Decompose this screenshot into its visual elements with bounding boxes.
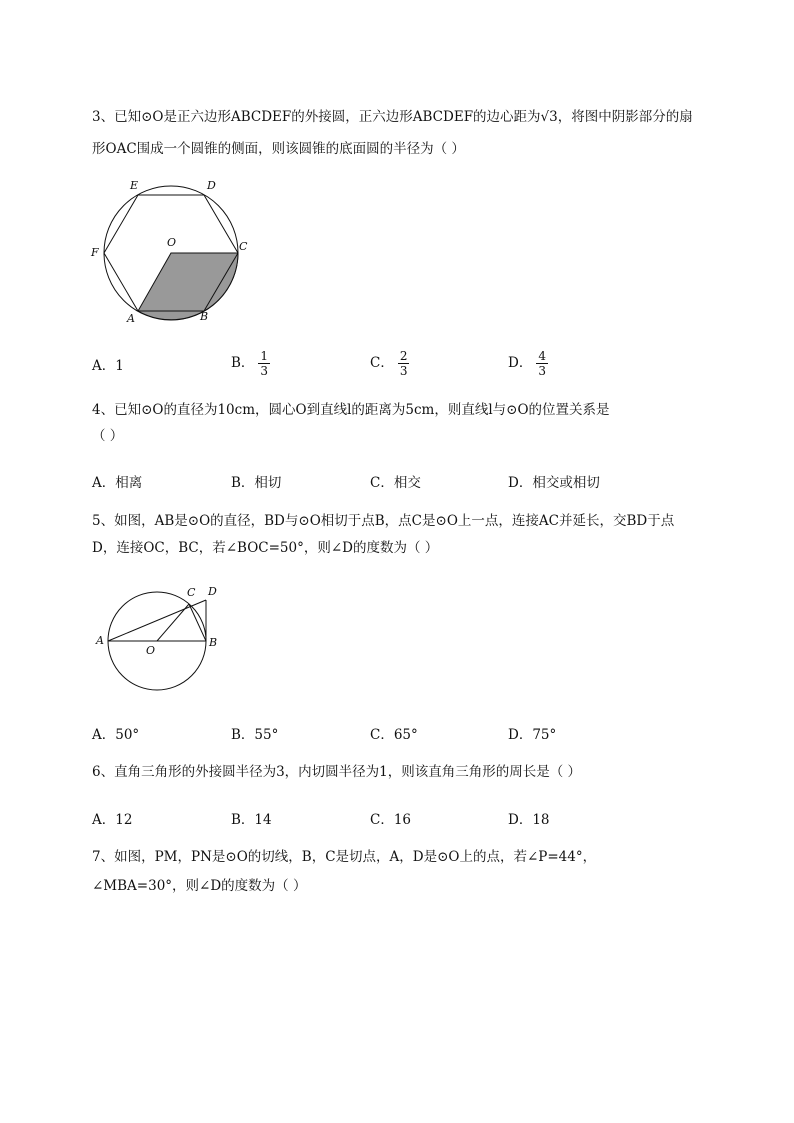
q4-option-d[interactable]: D．相交或相切 (508, 475, 600, 491)
segment-bc (189, 604, 206, 641)
label-B: B (209, 636, 218, 649)
q7-stem-line1: 7、如图，PM，PN是⊙O的切线，B，C是切点，A，D是⊙O上的点，若∠P=44°， (92, 849, 597, 865)
question-5 (92, 508, 732, 562)
q4-option-b[interactable]: B．相切 (231, 475, 282, 491)
label-D: D (208, 585, 217, 598)
question-7 (92, 843, 732, 901)
q5-option-a[interactable]: A．50° (92, 727, 140, 743)
fraction: $\frac{2}{3}$ (399, 349, 408, 378)
label-F: F (91, 246, 99, 259)
q3-option-d[interactable] (508, 349, 548, 378)
q5-stem-line2: D，连接OC，BC，若∠BOC=50°，则∠D的度数为（ ） (92, 540, 439, 556)
q6-option-c[interactable]: C．16 (370, 812, 412, 828)
q3-option-c[interactable] (370, 349, 409, 378)
label-C: C (239, 240, 248, 253)
q3-option-c-label: C． (370, 355, 394, 371)
q6-options (92, 808, 692, 836)
q3-stem-line2: 形OAC围成一个圆锥的侧面，则该圆锥的底面圆的半径为（ ） (92, 141, 465, 157)
q4-options (92, 471, 692, 499)
q4-stem-line1: 4、已知⊙O的直径为10cm，圆心O到直线l的距离为5cm，则直线l与⊙O的位置关系是 (92, 402, 610, 418)
q7-stem-line2: ∠MBA=30°，则∠D的度数为（ ） (92, 878, 307, 894)
q5-options (92, 723, 692, 751)
segment-oc (157, 604, 189, 641)
q3-option-b[interactable] (231, 349, 270, 378)
fraction: $\frac{1}{3}$ (260, 349, 269, 378)
question-3 (92, 101, 732, 165)
q3-option-d-label: D． (508, 355, 533, 371)
q3-hexagon-figure (88, 176, 258, 326)
label-B: B (200, 310, 209, 323)
shaded-sector (138, 253, 238, 320)
q3-option-a[interactable]: A．1 (92, 358, 124, 374)
q3-option-b-label: B． (231, 355, 255, 371)
label-A: A (96, 634, 104, 647)
label-D: D (207, 179, 216, 192)
label-O: O (167, 236, 177, 249)
question-4 (92, 397, 732, 449)
q4-option-a[interactable]: A．相离 (92, 475, 143, 491)
question-6 (92, 758, 732, 786)
q5-option-d[interactable]: D．75° (508, 727, 557, 743)
label-C: C (187, 586, 196, 599)
q5-option-b[interactable]: B．55° (231, 727, 279, 743)
q6-stem-line1: 6、直角三角形的外接圆半径为3，内切圆半径为1，则该直角三角形的周长是（ ） (92, 764, 582, 780)
q3-options (92, 349, 692, 377)
q4-option-c[interactable]: C．相交 (370, 475, 421, 491)
q5-option-c[interactable]: C．65° (370, 727, 418, 743)
q6-option-b[interactable]: B．14 (231, 812, 272, 828)
q3-stem-line1: 3、已知⊙O是正六边形ABCDEF的外接圆，正六边形ABCDEF的边心距为√3，将图中阴影部分的扇 (92, 109, 693, 125)
q5-stem-line1: 5、如图，AB是⊙O的直径，BD与⊙O相切于点B，点C是⊙O上一点，连接AC并延长，交BD于点 (92, 513, 675, 529)
fraction: $\frac{4}{3}$ (538, 349, 546, 378)
q6-option-a[interactable]: A．12 (92, 812, 133, 828)
q6-option-d[interactable]: D．18 (508, 812, 550, 828)
label-A: A (127, 312, 135, 325)
label-E: E (130, 179, 139, 192)
label-O: O (146, 644, 156, 657)
q4-stem-line2: （ ） (92, 428, 124, 444)
q5-circle-figure (92, 580, 232, 698)
